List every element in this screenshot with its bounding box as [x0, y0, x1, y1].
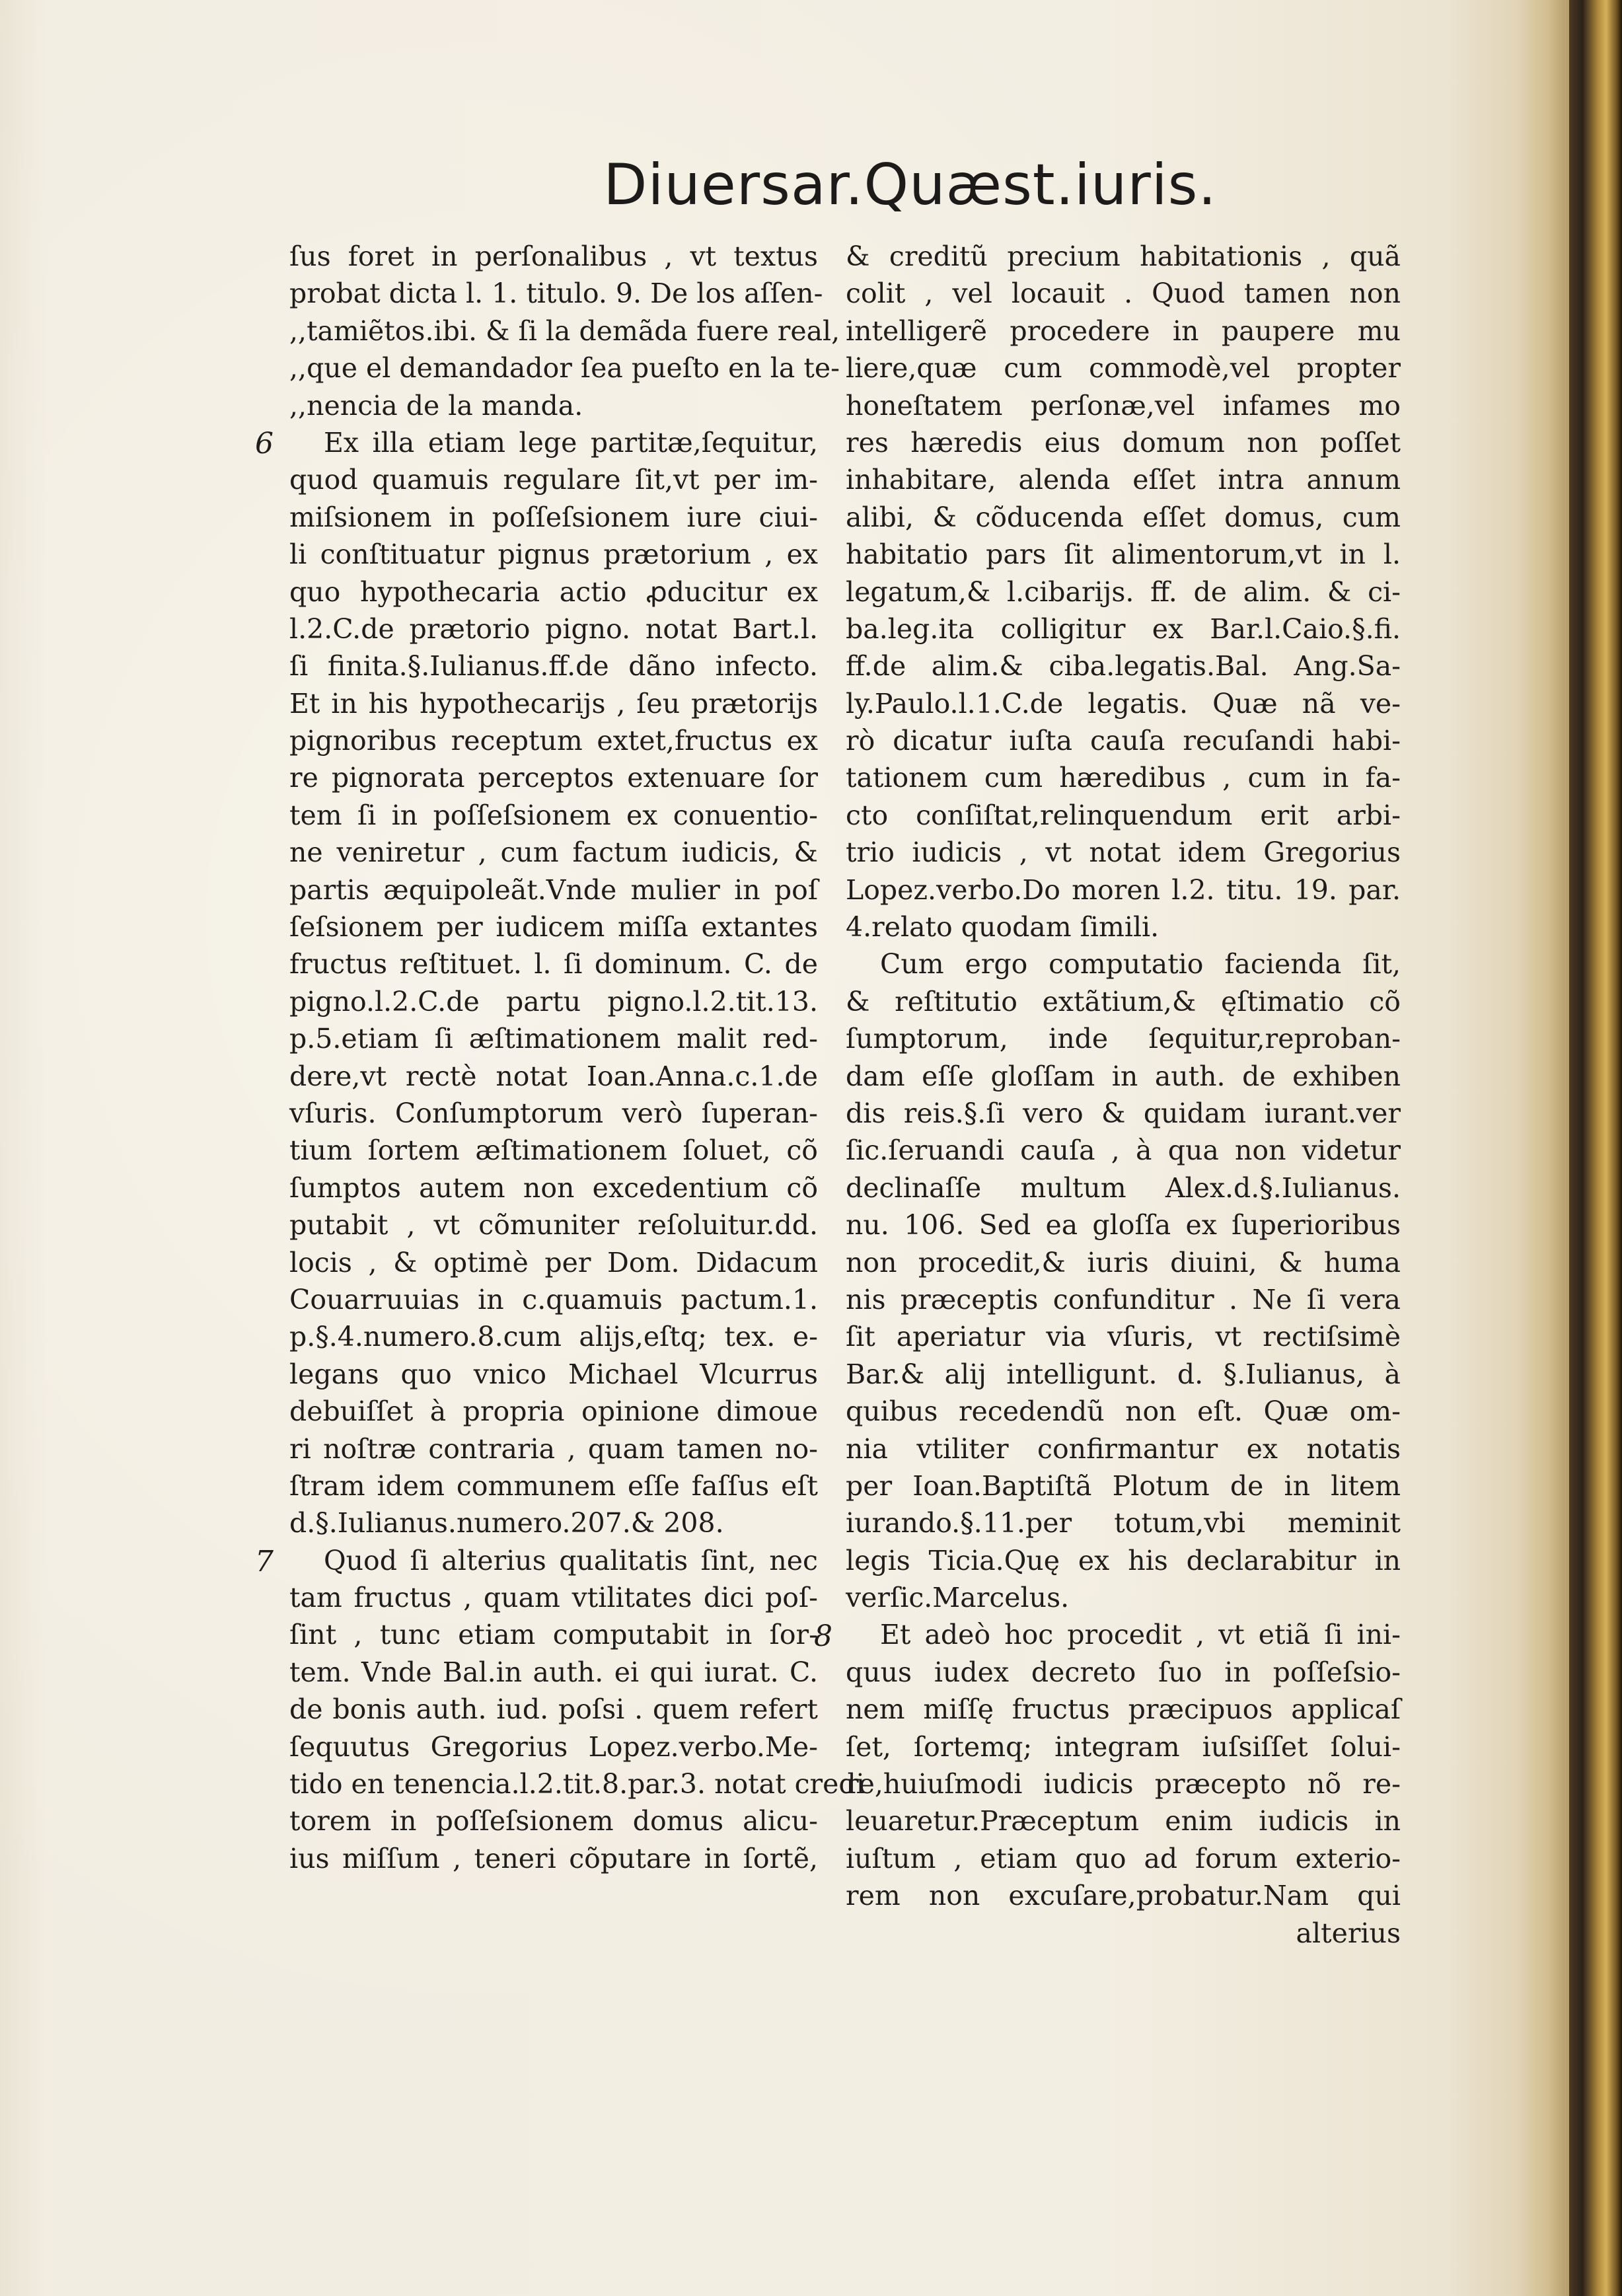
text-line [289, 759, 818, 796]
text-line [846, 499, 1401, 536]
text-line-content: p.5.etiam ſi æſtimationem malit red- [289, 1023, 818, 1055]
text-line [289, 499, 818, 536]
text-line-content: tem ſi in poſſeſsionem ex conuentio- [289, 799, 818, 831]
text-line [846, 1654, 1401, 1691]
text-line [846, 1095, 1401, 1132]
text-line [289, 1169, 818, 1206]
text-line [846, 424, 1401, 461]
text-line [846, 387, 1401, 424]
text-line-content: li conſtituatur pignus prætorium , ex [289, 538, 818, 571]
text-line [289, 908, 818, 945]
text-line-content: pigno.l.2.C.de partu pigno.l.2.tit.13. [289, 985, 818, 1018]
text-line-content: rem non excuſare,probatur.Nam qui [846, 1880, 1401, 1912]
text-line-content: leuaretur.Præceptum enim iudicis in [846, 1805, 1401, 1837]
text-line [289, 1058, 818, 1095]
text-line-content: nis præceptis confunditur . Ne ſi vera [846, 1283, 1401, 1315]
text-line-content: p.§.4.numero.8.cum alijs,eſtq; tex. e- [289, 1321, 818, 1353]
text-line-content: res hæredis eius domum non poſſet [846, 426, 1401, 459]
text-line-content: alibi, & cõducenda eſſet domus, cum [846, 501, 1401, 533]
text-line-content: Et in his hypothecarijs , ſeu prætorijs [289, 687, 818, 720]
text-line-content: ff.de alim.& ciba.legatis.Bal. Ang.Sa- [846, 650, 1401, 683]
text-line [289, 1765, 865, 1802]
text-line [846, 1542, 1401, 1579]
text-line-content: iuſtum , etiam quo ad forum exterio- [846, 1842, 1401, 1874]
text-line [846, 871, 1401, 908]
text-line [846, 983, 1401, 1020]
right-column [814, 238, 1401, 1952]
text-line-content: trio iudicis , vt notat idem Gregorius [846, 836, 1401, 869]
text-line [289, 1356, 818, 1393]
text-line [289, 1654, 818, 1691]
text-line [846, 685, 1401, 722]
text-line-content: vſuris. Conſumptorum verò ſuperan- [289, 1097, 818, 1129]
text-line-content: 4.relato quodam ſimili. [846, 911, 1160, 944]
text-line-content: ſeſsionem per iudicem miſſa extantes [289, 911, 818, 944]
text-line-content: pignoribus receptum extet,fructus ex [289, 725, 818, 757]
text-line [289, 424, 818, 461]
text-line-content: & creditũ precium habitationis , quã [846, 241, 1401, 272]
text-line-content: inhabitare, alenda eſſet intra annum [846, 464, 1401, 496]
text-line-content: Quod ſi alterius qualitatis ſint, nec [324, 1544, 818, 1576]
text-line-content: habitatio pars ſit alimentorum,vt in l. [846, 538, 1401, 571]
text-line [289, 1802, 818, 1839]
text-line [289, 574, 818, 611]
text-line [289, 983, 818, 1020]
text-line-content: ,,tamiẽtos.ibi. & ſi la demãda fuere real, [289, 315, 840, 347]
text-line-content: rò dicatur iuſta cauſa recuſandi habi- [846, 725, 1401, 757]
text-line-content: liere,quæ cum commodè,vel propter [846, 352, 1401, 385]
text-line [289, 648, 818, 685]
text-line [289, 1095, 818, 1132]
text-line [846, 313, 1401, 350]
text-line-content: legatum,& l.cibarijs. ff. de alim. & ci- [846, 575, 1401, 608]
text-line [846, 945, 1401, 982]
book-binding [1569, 0, 1622, 2296]
text-line [289, 238, 818, 275]
text-line [289, 313, 840, 350]
text-line-content: torem in poſſeſsionem domus alicu- [289, 1805, 818, 1837]
text-line [289, 1318, 818, 1355]
text-line [289, 387, 818, 424]
text-line-content: ſi finita.§.Iulianus.ff.de dãno infecto. [289, 650, 818, 683]
text-line [846, 1765, 1401, 1802]
text-line [846, 1132, 1401, 1169]
text-line-content: legans quo vnico Michael Vlcurrus [289, 1358, 818, 1390]
text-line-content: de bonis auth. iud. poſsi . quem refert [289, 1693, 818, 1726]
text-line [846, 1802, 1401, 1839]
text-line [846, 1169, 1401, 1206]
paragraph-number: 7 [255, 1545, 274, 1578]
text-line [846, 1244, 1401, 1281]
text-line [846, 536, 1401, 573]
text-line [289, 1393, 818, 1430]
text-line-content: ſint , tunc etiam computabit in ſor- [289, 1619, 818, 1651]
text-line-content: nem miſſę fructus præcipuos applicaſ [846, 1693, 1401, 1726]
text-line [289, 350, 840, 387]
text-line [846, 1430, 1401, 1467]
running-header: Diuersar.Quæst.iuris. [603, 152, 1217, 218]
text-line-content: legis Ticia.Quę ex his declarabitur in [846, 1544, 1401, 1576]
text-line-content: tido en tenencia.l.2.tit.8.par.3. notat credi [289, 1768, 865, 1800]
text-line-content: quibus recedendũ non eſt. Quæ om- [846, 1395, 1401, 1428]
text-line [289, 536, 818, 573]
text-line [289, 834, 818, 871]
text-line [846, 1504, 1401, 1541]
text-line [289, 1728, 818, 1765]
text-line-content: tium ſortem æſtimationem ſoluet, cõ [289, 1134, 818, 1167]
text-line-content: Lopez.verbo.Do moren l.2. titu. 19. par. [846, 873, 1401, 906]
text-line [846, 1281, 1401, 1318]
text-line-content: honeſtatem perſonæ,vel infames mo [846, 389, 1401, 422]
text-line [289, 611, 818, 648]
text-line [846, 1206, 1401, 1243]
text-line-content: verſic.Marcelus. [846, 1582, 1070, 1614]
page-edge-shadow [1516, 0, 1569, 2296]
text-line [289, 1840, 818, 1877]
text-line-content: iurando.§.11.per totum,vbi meminit [846, 1507, 1401, 1539]
text-line-content: nia vtiliter confirmantur ex notatis [846, 1432, 1401, 1465]
text-line [846, 908, 1401, 945]
text-line [289, 797, 818, 834]
text-line-content: quus iudex decreto ſuo in poſſeſsio- [846, 1656, 1401, 1688]
text-line [289, 685, 818, 722]
text-line-content: Cum ergo computatio facienda ſit, [880, 948, 1401, 981]
text-line [846, 1579, 1401, 1616]
text-line-content: ſic.ſeruandi cauſa , à qua non videtur [846, 1134, 1401, 1167]
text-line [846, 1728, 1401, 1765]
text-line-content: ly.Paulo.l.1.C.de legatis. Quæ nã ve- [846, 687, 1401, 720]
text-line [289, 1542, 818, 1579]
text-line-content: quod quamuis regulare ſit,vt per im- [289, 464, 818, 496]
text-line-content: locis , & optimè per Dom. Didacum [289, 1246, 818, 1278]
text-line [289, 1281, 818, 1318]
text-line-content: per Ioan.Baptiſtã Plotum de in litem [846, 1469, 1401, 1502]
text-line [846, 1467, 1401, 1504]
text-line [846, 1915, 1401, 1952]
text-line-content: ne veniretur , cum factum iudicis, & [289, 836, 818, 869]
text-line [846, 1691, 1401, 1728]
text-line-content: re pignorata perceptos extenuare ſor [289, 762, 818, 794]
text-line-content: partis æquipoleãt.Vnde mulier in poſ [289, 873, 818, 906]
paragraph-number: 6 [255, 427, 274, 461]
text-line-content: ſit aperiatur via vſuris, vt rectiſsimè [846, 1321, 1401, 1353]
text-line-content: Ex illa etiam lege partitæ,ſequitur, [324, 426, 818, 459]
text-line-content: ſumptorum, inde ſequitur,reproban- [846, 1023, 1401, 1055]
text-line-content: ſet, ſortemq; integram iuſsiſſet ſolui- [846, 1730, 1401, 1763]
text-line [846, 1058, 1401, 1095]
text-line-content: colit , vel locauit . Quod tamen non [846, 278, 1401, 310]
text-line [289, 1691, 818, 1728]
text-line [846, 648, 1401, 685]
text-line-content: ba.leg.ita colligitur ex Bar.l.Caio.§.fi. [846, 612, 1401, 645]
text-line-content: quo hypothecaria actio ꝓducitur ex [289, 575, 818, 608]
text-line [846, 1616, 1401, 1653]
text-line [846, 1840, 1401, 1877]
text-line [289, 1504, 818, 1541]
text-line-content: Et adeò hoc procedit , vt etiã ſi ini- [880, 1619, 1401, 1651]
text-line-content: Couarruuias in c.quamuis pactum.1. [289, 1283, 818, 1315]
text-line [289, 722, 818, 759]
text-line-content: Bar.& alij intelligunt. d. §.Iulianus, à [846, 1358, 1401, 1390]
text-line-content: ſus foret in perſonalibus , vt textus [289, 241, 818, 272]
text-line [289, 1206, 818, 1243]
text-line-content: ,,nencia de la manda. [289, 389, 583, 422]
text-line-content: fructus reſtituet. l. ſi dominum. C. de [289, 948, 818, 981]
text-line [289, 945, 818, 982]
text-line [289, 1020, 818, 1057]
text-line [846, 1318, 1401, 1355]
text-line [846, 722, 1401, 759]
paragraph-number: 8 [814, 1619, 832, 1653]
text-line [846, 1877, 1401, 1914]
text-line [289, 461, 818, 498]
text-line [846, 574, 1401, 611]
text-line-content: nu. 106. Sed ea gloſſa ex ſuperioribus [846, 1209, 1401, 1241]
text-line-content: l.2.C.de prætorio pigno. notat Bart.l. [289, 612, 818, 645]
text-line-content: intelligerẽ procedere in paupere mu [846, 315, 1401, 347]
text-line [289, 1467, 818, 1504]
text-line-content: miſsionem in poſſeſsionem iure ciui- [289, 501, 818, 533]
text-line-content: debuiſſet à propria opinione dimoue [289, 1395, 818, 1428]
text-line [289, 1430, 818, 1467]
text-line-content: dam eſſe gloſſam in auth. de exhiben [846, 1060, 1401, 1092]
text-line [846, 834, 1401, 871]
text-line-content: non procedit,& iuris diuini, & huma [846, 1246, 1401, 1278]
text-line [846, 1020, 1401, 1057]
text-line-content: ,,que el demandador ſea pueſto en la te- [289, 352, 840, 385]
text-line [846, 461, 1401, 498]
text-line-content: probat dicta l. 1. titulo. 9. De los aſſen- [289, 278, 823, 310]
text-line-content: cto conſiſtat,relinquendum erit arbi- [846, 799, 1401, 831]
text-line [846, 238, 1401, 275]
text-line [289, 1244, 818, 1281]
text-line-content: d.§.Iulianus.numero.207.& 208. [289, 1507, 724, 1539]
text-line-content: tem. Vnde Bal.in auth. ei qui iurat. C. [289, 1656, 818, 1688]
text-line-content: ſumptos autem non excedentium cõ [289, 1171, 818, 1204]
text-line-content: declinaſſe multum Alex.d.§.Iulianus. [846, 1171, 1401, 1204]
text-line [846, 275, 1401, 312]
text-line-content: re,huiuſmodi iudicis præcepto nõ re- [846, 1768, 1401, 1800]
text-line [289, 275, 823, 312]
text-line [846, 350, 1401, 387]
text-line-content: ius miſſum , teneri cõputare in ſortẽ, [289, 1842, 818, 1874]
text-line-content: & reſtitutio extãtium,& ęſtimatio cõ [846, 985, 1401, 1018]
text-line [846, 1356, 1401, 1393]
text-line [846, 759, 1401, 796]
text-line-content: alterius [1296, 1917, 1401, 1949]
text-line-content: ſequutus Gregorius Lopez.verbo.Me- [289, 1730, 818, 1763]
text-line [846, 1393, 1401, 1430]
text-line-content: dis reis.§.ſi vero & quidam iurant.ver [846, 1097, 1401, 1129]
text-line [289, 1132, 818, 1169]
text-line-content: ri noſtræ contraria , quam tamen no- [289, 1432, 818, 1465]
left-column [255, 238, 865, 1877]
text-line [846, 797, 1401, 834]
text-line [289, 1616, 818, 1653]
text-line [289, 871, 818, 908]
text-line [846, 611, 1401, 648]
text-line-content: ſtram idem communem eſſe faſſus eſt [289, 1469, 818, 1502]
text-line-content: tam fructus , quam vtilitates dici poſ- [289, 1582, 818, 1614]
text-line [289, 1579, 818, 1616]
text-line-content: putabit , vt cõmuniter reſoluitur.dd. [289, 1209, 818, 1241]
text-line-content: dere,vt rectè notat Ioan.Anna.c.1.de [289, 1060, 818, 1092]
text-line-content: tationem cum hæredibus , cum in fa- [846, 762, 1401, 794]
